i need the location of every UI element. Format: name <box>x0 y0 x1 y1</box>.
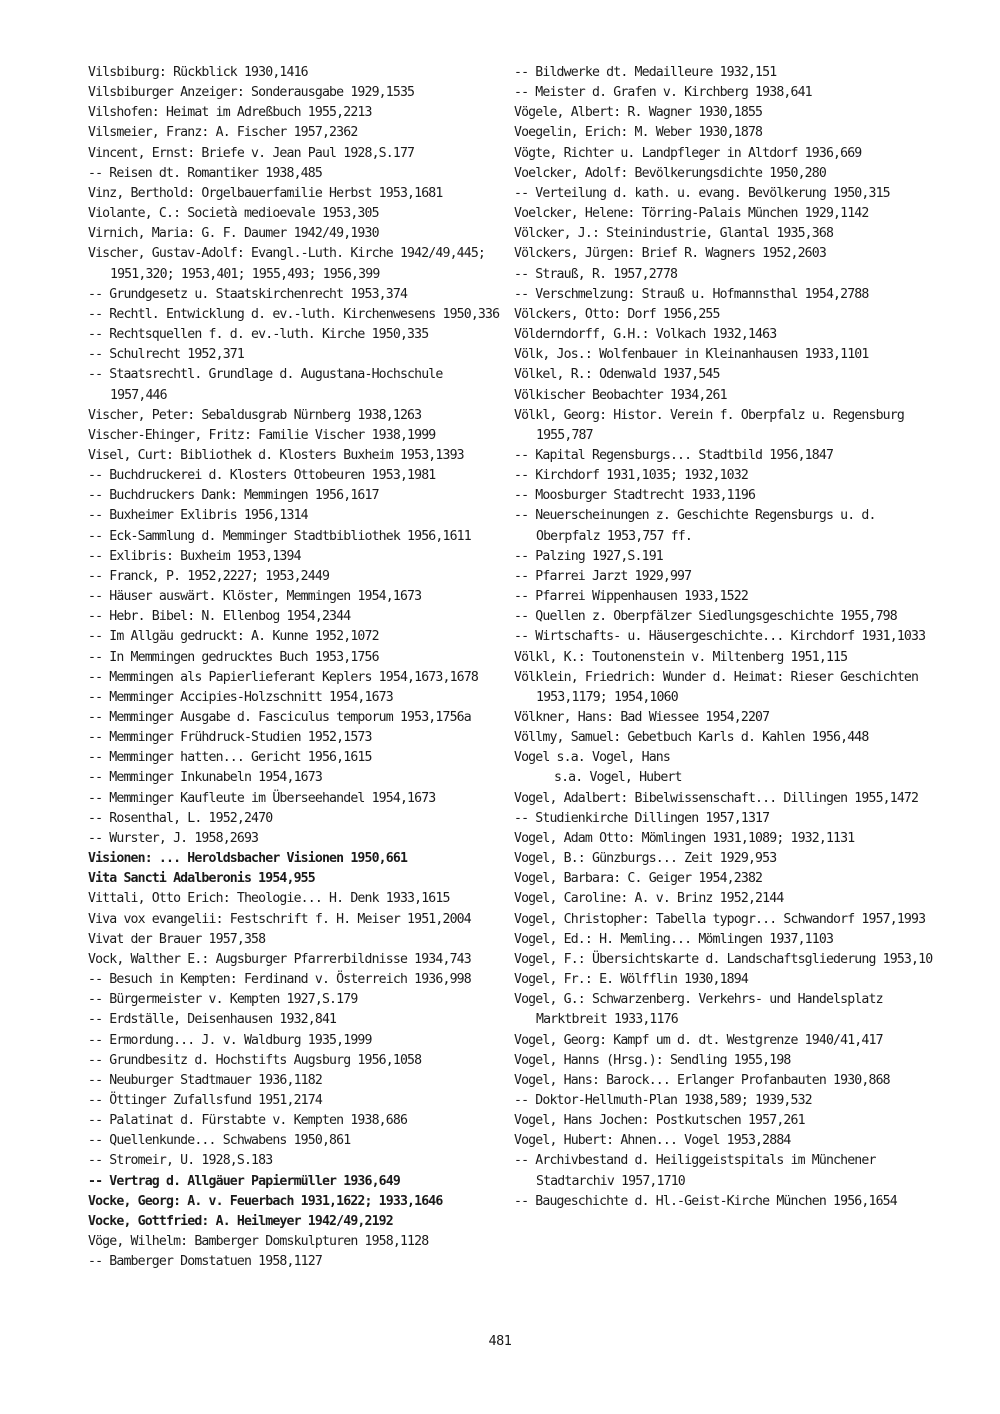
right-column <box>514 63 934 1212</box>
index-entry: -- Memminger Accipies-Holzschnitt 1954,1673 <box>88 689 393 705</box>
index-entry: -- Häuser auswärt. Klöster, Memmingen 1954,1673 <box>88 589 422 605</box>
index-entry: Vock, Walther E.: Augsburger Pfarrerbildnisse 1934,743 <box>88 951 471 967</box>
index-entry: Visel, Curt: Bibliothek d. Klosters Buxheim 1953,1393 <box>88 447 464 463</box>
index-entry: -- Pfarrei Jarzt 1929,997 <box>514 568 692 584</box>
index-entry: Vincent, Ernst: Briefe v. Jean Paul 1928,S.177 <box>88 145 415 161</box>
index-entry: -- Im Allgäu gedruckt: A. Kunne 1952,1072 <box>88 629 379 645</box>
index-entry: -- Ermordung... J. v. Waldburg 1935,1999 <box>88 1032 372 1048</box>
index-entry: Voelcker, Helene: Törring-Palais München 1929,1142 <box>514 206 869 222</box>
index-entry: -- Doktor-Hellmuth-Plan 1938,589; 1939,532 <box>514 1092 812 1108</box>
index-entry: Völderndorff, G.H.: Volkach 1932,1463 <box>514 327 777 343</box>
index-entry: -- Wurster, J. 1958,2693 <box>88 830 259 846</box>
index-entry: Violante, C.: Società medioevale 1953,305 <box>88 206 379 222</box>
index-entry: Vogel, Fr.: E. Wölfflin 1930,1894 <box>514 972 748 988</box>
index-entry: Vogel, Georg: Kampf um d. dt. Westgrenze 1940/41,417 <box>514 1032 883 1048</box>
index-entry: -- Rosenthal, L. 1952,2470 <box>88 810 273 826</box>
index-entry: -- Meister d. Grafen v. Kirchberg 1938,641 <box>514 85 812 101</box>
index-entry: Vöge, Wilhelm: Bamberger Domskulpturen 1958,1128 <box>88 1234 429 1250</box>
index-entry: Vilshofen: Heimat im Adreßbuch 1955,2213 <box>88 105 372 121</box>
index-entry: Virnich, Maria: G. F. Daumer 1942/49,1930 <box>88 226 379 242</box>
index-entry: -- Strauß, R. 1957,2778 <box>514 266 678 282</box>
index-entry: -- Schulrecht 1952,371 <box>88 347 244 363</box>
index-entry: -- Exlibris: Buxheim 1953,1394 <box>88 548 301 564</box>
index-entry: -- Memminger Frühdruck-Studien 1952,1573 <box>88 730 372 746</box>
index-entry: -- Besuch in Kempten: Ferdinand v. Österreich 1936,998 <box>88 972 471 988</box>
index-entry: Vilsbiburg: Rückblick 1930,1416 <box>88 65 308 80</box>
index-entry: Vogel, F.: Übersichtskarte d. Landschaftsgliederung 1953,10 <box>514 951 933 967</box>
index-entry: -- Erdställe, Deisenhausen 1932,841 <box>88 1012 337 1028</box>
index-entry: Vogel, G.: Schwarzenberg. Verkehrs- und Handelsplatz Marktbreit 1933,1176 <box>514 992 883 1028</box>
index-entry: Vogel, Adam Otto: Mömlingen 1931,1089; 1932,1131 <box>514 830 855 846</box>
index-entry: Völkischer Beobachter 1934,261 <box>514 387 727 403</box>
index-entry: Vogel, Caroline: A. v. Brinz 1952,2144 <box>514 891 784 907</box>
index-entry: Vocke, Georg: A. v. Feuerbach 1931,1622; 1933,1646 <box>88 1193 443 1209</box>
index-entry: Völkner, Hans: Bad Wiessee 1954,2207 <box>514 710 770 725</box>
index-entry: -- Staatsrechtl. Grundlage d. Augustana-Hochschule 1957,446 <box>88 367 443 403</box>
index-entry: Voelcker, Adolf: Bevölkerungsdichte 1950,280 <box>514 165 826 181</box>
index-entry: Vivat der Brauer 1957,358 <box>88 931 266 947</box>
index-entry: -- Rechtsquellen f. d. ev.-luth. Kirche 1950,335 <box>88 327 429 343</box>
index-entry: Vita Sancti Adalberonis 1954,955 <box>88 871 315 887</box>
index-entry: -- Archivbestand d. Heiliggeistspitals im Münchener Stadtarchiv 1957,1710 <box>514 1153 876 1189</box>
index-entry: Vögte, Richter u. Landpfleger in Altdorf 1936,669 <box>514 145 862 161</box>
index-entry: -- Palatinat d. Fürstabte v. Kempten 1938,686 <box>88 1113 408 1129</box>
index-entry: Völlmy, Samuel: Gebetbuch Karls d. Kahlen 1956,448 <box>514 730 869 746</box>
index-entry: Vilsmeier, Franz: A. Fischer 1957,2362 <box>88 125 358 141</box>
index-entry: -- Kirchdorf 1931,1035; 1932,1032 <box>514 468 748 484</box>
index-entry: -- Verschmelzung: Strauß u. Hofmannsthal 1954,2788 <box>514 286 869 302</box>
index-entry: -- Baugeschichte d. Hl.-Geist-Kirche München 1956,1654 <box>514 1193 897 1209</box>
index-entry: Völkl, K.: Toutonenstein v. Miltenberg 1951,115 <box>514 649 848 665</box>
index-entry: Vilsbiburger Anzeiger: Sonderausgabe 1929,1535 <box>88 85 415 101</box>
index-entry: -- Buchdruckerei d. Klosters Ottobeuren 1953,1981 <box>88 468 436 484</box>
index-entry: -- Moosburger Stadtrecht 1933,1196 <box>514 488 756 504</box>
index-entry: -- Buchdruckers Dank: Memmingen 1956,1617 <box>88 488 379 504</box>
index-entry: -- Pfarrei Wippenhausen 1933,1522 <box>514 589 748 605</box>
index-entry: Vocke, Gottfried: A. Heilmeyer 1942/49,2192 <box>88 1213 393 1229</box>
index-entry: Vinz, Berthold: Orgelbauerfamilie Herbst 1953,1681 <box>88 185 443 201</box>
index-entry: -- Öttinger Zufallsfund 1951,2174 <box>88 1092 322 1108</box>
index-entry: Völk, Jos.: Wolfenbauer in Kleinanhausen 1933,1101 <box>514 347 869 363</box>
index-entry: Vogel, Christopher: Tabella typogr... Schwandorf 1957,1993 <box>514 911 926 927</box>
index-entry: Vogel, Hans: Barock... Erlanger Profanbauten 1930,868 <box>514 1072 890 1088</box>
index-entry: Visionen: ... Heroldsbacher Visionen 1950,661 <box>88 851 408 867</box>
index-entry: Vischer-Ehinger, Fritz: Familie Vischer 1938,1999 <box>88 427 436 443</box>
index-entry: -- Grundbesitz d. Hochstifts Augsburg 1956,1058 <box>88 1052 422 1068</box>
index-entry: Voegelin, Erich: M. Weber 1930,1878 <box>514 125 763 141</box>
index-entry: -- Memmingen als Papierlieferant Keplers 1954,1673,1678 <box>88 669 478 685</box>
index-entry: Völcker, J.: Steinindustrie, Glantal 1935,368 <box>514 226 834 242</box>
index-entry: -- Eck-Sammlung d. Memminger Stadtbibliothek 1956,1611 <box>88 528 471 544</box>
index-entry: -- Wirtschafts- u. Häusergeschichte... Kirchdorf 1931,1033 <box>514 629 926 645</box>
index-entry: Vogel, B.: Günzburgs... Zeit 1929,953 <box>514 851 777 867</box>
index-entry: -- Stromeir, U. 1928,S.183 <box>88 1153 273 1169</box>
index-entry: Vischer, Gustav-Adolf: Evangl.-Luth. Kirche 1942/49,445; 1951,320; 1953,401; 1955,493; 1956,399 <box>88 246 486 282</box>
index-entry: -- Memminger hatten... Gericht 1956,1615 <box>88 750 372 766</box>
index-entry: -- Reisen dt. Romantiker 1938,485 <box>88 165 322 181</box>
index-entry: -- Rechtl. Entwicklung d. ev.-luth. Kirchenwesens 1950,336 <box>88 306 500 322</box>
page-number: 481 <box>488 1333 512 1349</box>
index-entry: -- Studienkirche Dillingen 1957,1317 <box>514 810 770 826</box>
index-entry: Völckers, Otto: Dorf 1956,255 <box>514 306 720 322</box>
index-entry: -- Memminger Inkunabeln 1954,1673 <box>88 770 322 786</box>
index-entry: -- Memminger Ausgabe d. Fasciculus temporum 1953,1756a <box>88 710 471 725</box>
index-entry: -- Bürgermeister v. Kempten 1927,S.179 <box>88 992 358 1008</box>
index-entry: -- Neuburger Stadtmauer 1936,1182 <box>88 1072 322 1088</box>
index-entry: -- Bamberger Domstatuen 1958,1127 <box>88 1254 322 1270</box>
index-entry: -- Vertrag d. Allgäuer Papiermüller 1936,649 <box>88 1173 400 1189</box>
index-entry: Völkl, Georg: Histor. Verein f. Oberpfalz u. Regensburg 1955,787 <box>514 407 904 443</box>
index-entry: Vogel, Hanns (Hrsg.): Sendling 1955,198 <box>514 1052 791 1068</box>
index-entry: Vögele, Albert: R. Wagner 1930,1855 <box>514 105 763 121</box>
index-entry: Vischer, Peter: Sebaldusgrab Nürnberg 1938,1263 <box>88 407 422 423</box>
index-entry: -- Memminger Kaufleute im Überseehandel 1954,1673 <box>88 790 436 806</box>
index-entry: -- Neuerscheinungen z. Geschichte Regensburgs u. d. Oberpfalz 1953,757 ff. <box>514 508 876 544</box>
index-entry: Völkel, R.: Odenwald 1937,545 <box>514 367 720 383</box>
index-entry: -- Buxheimer Exlibris 1956,1314 <box>88 508 308 524</box>
index-entry: Vogel, Ed.: H. Memling... Mömlingen 1937,1103 <box>514 931 834 947</box>
index-entry: -- Palzing 1927,S.191 <box>514 548 663 564</box>
index-entry: -- Verteilung d. kath. u. evang. Bevölkerung 1950,315 <box>514 185 890 201</box>
index-entry: Vittali, Otto Erich: Theologie... H. Denk 1933,1615 <box>88 891 450 907</box>
index-entry: -- Grundgesetz u. Staatskirchenrecht 1953,374 <box>88 286 408 302</box>
index-entry: s.a. Vogel, Hubert <box>554 770 682 786</box>
index-entry: Vogel s.a. Vogel, Hans <box>514 750 670 766</box>
left-column <box>88 63 500 1272</box>
index-entry: Viva vox evangelii: Festschrift f. H. Meiser 1951,2004 <box>88 911 471 927</box>
index-entry: Völckers, Jürgen: Brief R. Wagners 1952,2603 <box>514 246 826 262</box>
index-entry: -- Franck, P. 1952,2227; 1953,2449 <box>88 568 330 584</box>
index-entry: Vogel, Hans Jochen: Postkutschen 1957,261 <box>514 1113 805 1129</box>
index-entry: -- Kapital Regensburgs... Stadtbild 1956,1847 <box>514 447 834 463</box>
index-entry: Vogel, Barbara: C. Geiger 1954,2382 <box>514 871 763 887</box>
index-entry: -- In Memmingen gedrucktes Buch 1953,1756 <box>88 649 379 665</box>
index-entry: -- Quellenkunde... Schwabens 1950,861 <box>88 1133 351 1149</box>
index-entry: -- Quellen z. Oberpfälzer Siedlungsgeschichte 1955,798 <box>514 609 897 625</box>
index-entry: Vogel, Adalbert: Bibelwissenschaft... Dillingen 1955,1472 <box>514 790 919 806</box>
index-entry: -- Hebr. Bibel: N. Ellenbog 1954,2344 <box>88 609 351 625</box>
index-entry: Vogel, Hubert: Ahnen... Vogel 1953,2884 <box>514 1133 791 1149</box>
index-entry: -- Bildwerke dt. Medailleure 1932,151 <box>514 65 777 80</box>
index-entry: Völklein, Friedrich: Wunder d. Heimat: Rieser Geschichten 1953,1179; 1954,1060 <box>514 669 919 705</box>
